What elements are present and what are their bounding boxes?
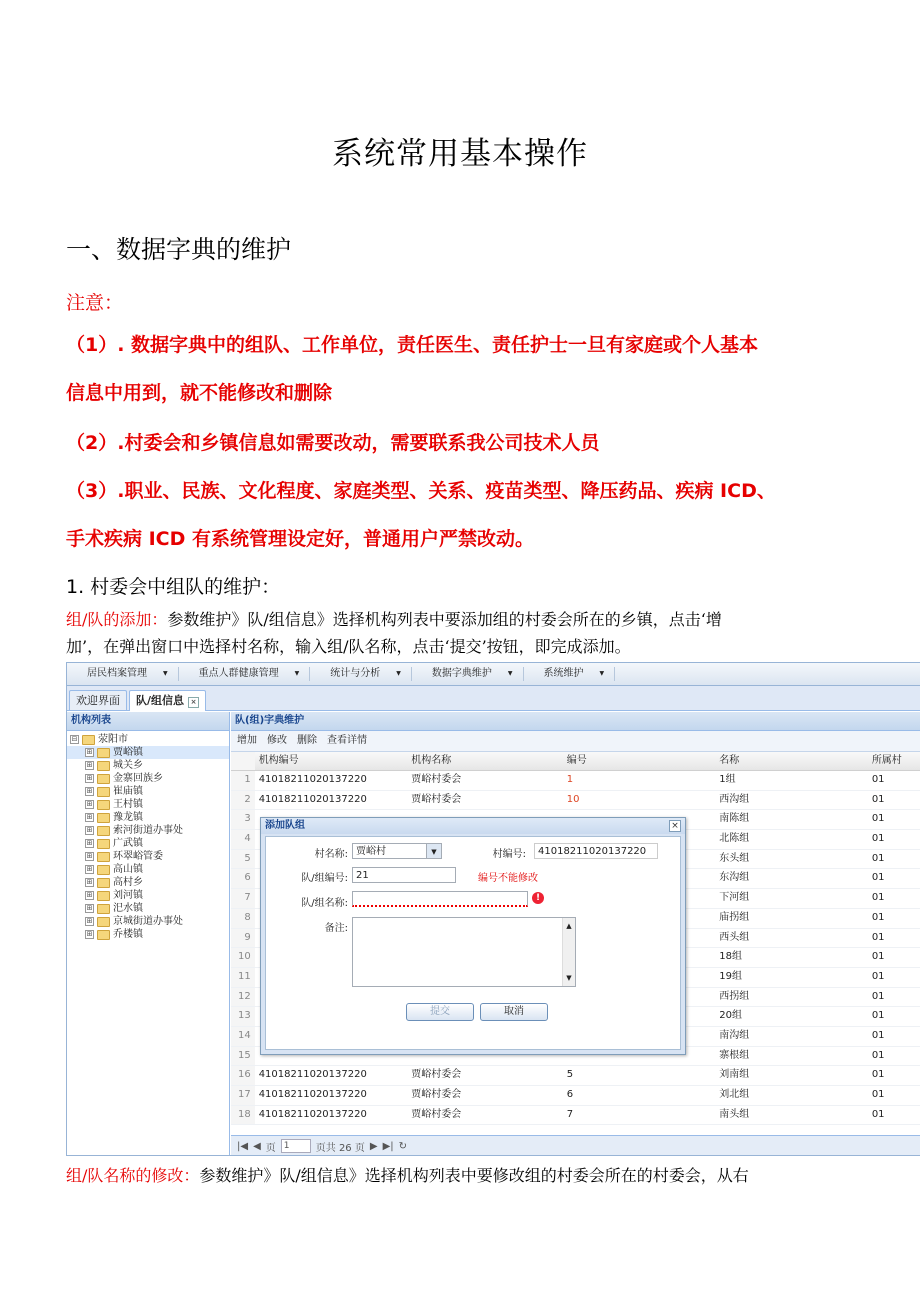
tree-item[interactable] — [67, 824, 229, 837]
folder-icon — [97, 774, 110, 784]
menu-statistics[interactable]: 统计与分析 ▼ — [310, 667, 412, 681]
subsection-heading: 1. 村委会中组队的维护： — [66, 576, 281, 598]
folder-icon — [97, 930, 110, 940]
expand-icon[interactable]: ⊞ — [86, 852, 93, 860]
chevron-down-icon: ▼ — [294, 670, 300, 677]
folder-icon — [97, 748, 110, 758]
last-page-icon[interactable]: ▶| — [382, 1140, 394, 1152]
cell-n: 17 — [231, 1086, 255, 1105]
menu-system[interactable]: 系统维护 ▼ — [524, 667, 616, 681]
cell-village: 01 — [871, 970, 885, 982]
expand-icon[interactable]: ⊞ — [86, 917, 93, 925]
cell-village: 01 — [871, 852, 885, 864]
folder-icon — [97, 917, 110, 927]
cell-n: 4 — [231, 830, 255, 849]
folder-icon — [97, 787, 110, 797]
cell-name: 南沟组 — [719, 1029, 750, 1041]
folder-icon — [97, 865, 110, 875]
cell-n: 2 — [231, 791, 255, 810]
add-lead: 组/队的添加： — [66, 610, 168, 629]
folder-icon — [82, 735, 95, 745]
menu-resident-records[interactable]: 居民档案管理 ▼ — [67, 667, 179, 681]
cell-name: 1组 — [719, 774, 736, 785]
tree-item-label: 汜水镇 — [113, 903, 143, 914]
cell-village: 01 — [871, 793, 885, 805]
tree-item-label: 索河街道办事处 — [113, 825, 183, 836]
tree-item[interactable] — [67, 772, 229, 785]
org-tree-title: 机构列表 — [67, 712, 229, 731]
cell-village: 01 — [871, 833, 885, 845]
tree-item-label: 高村乡 — [113, 877, 143, 888]
chevron-down-icon: ▼ — [163, 670, 168, 677]
modify-text: 参数维护》队/组信息》选择机构列表中要修改组的村委会所在的村委会，从右 — [199, 1166, 749, 1185]
close-icon[interactable]: × — [188, 697, 199, 708]
cell-village: 01 — [871, 951, 885, 963]
cell-village: 01 — [871, 892, 885, 904]
tree-item[interactable] — [67, 837, 229, 850]
chevron-down-icon: ▼ — [426, 844, 441, 858]
cell-org-id: 41018211020137220 — [258, 1089, 367, 1100]
view-details-button[interactable]: 查看详情 — [327, 735, 367, 746]
expand-icon[interactable]: ⊞ — [86, 826, 93, 834]
cell-name: 刘南组 — [719, 1069, 750, 1081]
add-team-dialog — [260, 817, 686, 1055]
page-total: 页共 26 页 — [315, 1142, 365, 1154]
cell-name: 南陈组 — [719, 813, 750, 825]
cell-n: 3 — [231, 810, 255, 829]
cell-village: 01 — [871, 990, 885, 1002]
chevron-down-icon: ▼ — [396, 670, 401, 677]
col-org-name[interactable]: 机构名称 — [411, 755, 452, 766]
expand-icon[interactable]: ⊞ — [86, 761, 93, 769]
tree-item-label: 环翠峪管委 — [113, 851, 163, 862]
tree-item[interactable] — [67, 915, 229, 928]
cell-name: 寨根组 — [719, 1049, 750, 1061]
cell-n: 1 — [231, 771, 255, 790]
cell-org-name: 贾峪村委会 — [411, 1069, 462, 1081]
team-code-label: 队/组编号: — [301, 873, 348, 884]
collapse-icon[interactable]: ⊟ — [71, 735, 78, 743]
folder-icon — [97, 878, 110, 888]
tree-root[interactable]: ⊟ 荥阳市 — [71, 734, 128, 745]
remark-textarea[interactable] — [352, 917, 576, 987]
next-page-icon[interactable]: ▶ — [369, 1140, 378, 1152]
cell-name: 20组 — [719, 1010, 742, 1022]
chevron-down-icon: ▼ — [599, 670, 605, 677]
cell-name: 庙拐组 — [719, 911, 750, 923]
org-tree — [67, 731, 229, 941]
tree-item[interactable] — [67, 850, 229, 863]
cell-village: 01 — [871, 1029, 885, 1041]
add-paragraph — [66, 606, 866, 660]
cell-org-id: 41018211020137220 — [258, 793, 367, 805]
village-label: 村名称: — [314, 849, 348, 860]
note-3-line-2: 手术疾病 ICD 有系统管理设定好，普通用户严禁改动。 — [66, 528, 535, 550]
tree-item-label: 刘河镇 — [113, 890, 143, 901]
dialog-body — [265, 836, 681, 1050]
cell-n: 16 — [231, 1066, 255, 1085]
cancel-button[interactable]: 取消 — [480, 1003, 548, 1021]
folder-icon — [97, 904, 110, 914]
folder-icon — [97, 826, 110, 836]
note-2: （2）.村委会和乡镇信息如需要改动，需要联系我公司技术人员 — [66, 432, 600, 454]
section-heading: 一、数据字典的维护 — [66, 235, 292, 264]
tree-item-label: 京城街道办事处 — [113, 916, 183, 927]
cell-name: 北陈组 — [719, 833, 750, 845]
refresh-icon[interactable]: ↻ — [398, 1140, 408, 1152]
col-code[interactable]: 编号 — [566, 755, 587, 766]
menu-key-population[interactable]: 重点人群健康管理 ▼ — [179, 667, 311, 681]
team-code-field[interactable]: 21 — [352, 867, 456, 883]
tree-item[interactable] — [67, 759, 229, 772]
cell-village: 01 — [871, 872, 885, 884]
table-row[interactable] — [231, 1086, 920, 1106]
modify-paragraph — [66, 1162, 866, 1189]
cell-village: 01 — [871, 1108, 885, 1120]
org-tree-panel — [67, 712, 230, 1155]
scroll-down-icon[interactable]: ▼ — [566, 974, 572, 982]
cell-org-id: 41018211020137220 — [258, 1069, 367, 1081]
cell-name: 西头组 — [719, 931, 750, 943]
cell-org-id: 41018211020137220 — [258, 774, 367, 785]
cell-name: 东头组 — [719, 852, 750, 864]
cell-n: 12 — [231, 988, 255, 1007]
cell-code: 5 — [566, 1069, 574, 1081]
app-screenshot — [66, 662, 920, 1156]
toolbar — [231, 731, 920, 752]
tree-item[interactable] — [67, 863, 229, 876]
cell-n: 7 — [231, 889, 255, 908]
expand-icon[interactable]: ⊞ — [86, 891, 93, 899]
tree-item[interactable] — [67, 902, 229, 915]
pager — [231, 1135, 920, 1156]
col-org-id[interactable]: 机构编号 — [258, 755, 299, 766]
tree-item[interactable] — [67, 798, 229, 811]
doc-title: 系统常用基本操作 — [332, 136, 588, 172]
cell-code: 1 — [566, 774, 574, 785]
cell-n: 18 — [231, 1106, 255, 1125]
cell-village: 01 — [871, 774, 885, 785]
page-label: 页 — [265, 1142, 276, 1154]
village-select[interactable]: 贾峪村 ▼ — [352, 843, 442, 859]
cell-org-name: 贾峪村委会 — [411, 774, 462, 785]
first-page-icon[interactable]: |◀ — [237, 1140, 249, 1152]
cell-name: 南头组 — [719, 1108, 750, 1120]
tree-item-label: 乔楼镇 — [113, 929, 143, 940]
cell-code: 6 — [566, 1089, 574, 1100]
tab-welcome[interactable]: 欢迎界面 — [69, 690, 127, 710]
expand-icon[interactable]: ⊞ — [86, 930, 93, 938]
close-icon[interactable]: × — [669, 820, 681, 832]
expand-icon[interactable]: ⊞ — [86, 748, 93, 756]
cell-name: 18组 — [719, 951, 742, 963]
col-name[interactable]: 名称 — [719, 755, 740, 766]
note-1-line-2: 信息中用到，就不能修改和删除 — [66, 382, 333, 404]
folder-icon — [97, 761, 110, 771]
note-label: 注意： — [66, 292, 124, 314]
tree-item[interactable] — [67, 811, 229, 824]
cell-org-name: 贾峪村委会 — [411, 1108, 462, 1120]
cell-n: 11 — [231, 968, 255, 987]
cell-n: 8 — [231, 909, 255, 928]
cell-n: 14 — [231, 1027, 255, 1046]
expand-icon[interactable]: ⊞ — [86, 878, 93, 886]
modify-lead: 组/队名称的修改： — [66, 1166, 200, 1185]
cell-name: 刘北组 — [719, 1089, 750, 1100]
grid-header — [231, 752, 920, 771]
cell-name: 东沟组 — [719, 872, 750, 884]
note-3-line-1: （3）.职业、民族、文化程度、家庭类型、关系、疫苗类型、降压药品、疾病 ICD、 — [66, 480, 776, 502]
cell-n: 15 — [231, 1047, 255, 1066]
expand-icon[interactable]: ⊞ — [86, 839, 93, 847]
tree-item-label: 崔庙镇 — [113, 786, 143, 797]
folder-icon — [97, 839, 110, 849]
expand-icon[interactable]: ⊞ — [86, 813, 93, 821]
note-1-line-1: （1）. 数据字典中的组队、工作单位，责任医生、责任护士一旦有家庭或个人基本 — [66, 334, 759, 356]
cell-org-name: 贾峪村委会 — [411, 1089, 462, 1100]
cell-name: 19组 — [719, 970, 742, 982]
team-name-label: 队/组名称: — [301, 898, 348, 909]
edit-button[interactable]: 修改 — [267, 735, 287, 746]
table-row[interactable] — [231, 771, 920, 791]
folder-icon — [97, 800, 110, 810]
tree-item[interactable] — [67, 876, 229, 889]
cell-name: 西拐组 — [719, 990, 750, 1002]
cell-village: 01 — [871, 1010, 885, 1022]
tree-item[interactable] — [67, 889, 229, 902]
tree-item-label: 王村镇 — [113, 799, 143, 810]
tree-item[interactable] — [67, 928, 229, 941]
add-text-1: 参数维护》队/组信息》选择机构列表中要添加组的村委会所在的乡镇，点击‘增 — [167, 610, 722, 629]
table-row[interactable] — [231, 1066, 920, 1086]
cell-code: 7 — [566, 1108, 574, 1120]
expand-icon[interactable]: ⊞ — [86, 787, 93, 795]
folder-icon — [97, 852, 110, 862]
textarea-scrollbar[interactable] — [562, 918, 575, 986]
tree-item-label: 豫龙镇 — [113, 812, 143, 823]
submit-button[interactable]: 提交 — [406, 1003, 474, 1021]
expand-icon[interactable]: ⊞ — [86, 865, 93, 873]
cell-code: 10 — [566, 793, 580, 805]
cell-village: 01 — [871, 1089, 885, 1100]
delete-button[interactable]: 删除 — [297, 735, 317, 746]
tree-item-label: 城关乡 — [113, 760, 143, 771]
village-code-field[interactable]: 41018211020137220 — [534, 843, 658, 859]
tab-bar — [67, 686, 920, 711]
tree-item[interactable] — [67, 746, 229, 759]
cell-village: 01 — [871, 911, 885, 923]
scroll-up-icon[interactable]: ▲ — [566, 922, 572, 930]
cell-org-name: 贾峪村委会 — [411, 793, 462, 805]
menu-data-dictionary[interactable]: 数据字典维护 ▼ — [412, 667, 524, 681]
cell-name: 下河组 — [719, 892, 750, 904]
tree-item-label: 广武镇 — [113, 838, 143, 849]
tree-item-label: 贾峪镇 — [113, 747, 143, 758]
chevron-down-icon: ▼ — [507, 670, 513, 677]
team-code-hint: 编号不能修改 — [478, 873, 538, 884]
cell-village: 01 — [871, 813, 885, 825]
cell-n: 10 — [231, 948, 255, 967]
error-icon: ! — [532, 892, 544, 904]
team-name-input[interactable] — [352, 891, 528, 907]
tab-team-info[interactable]: 队/组信息 × — [129, 690, 206, 711]
dialog-title: 添加队组 — [261, 818, 685, 834]
expand-icon[interactable]: ⊞ — [86, 800, 93, 808]
cell-n: 13 — [231, 1007, 255, 1026]
remark-label: 备注: — [324, 923, 348, 934]
cell-n: 5 — [231, 850, 255, 869]
tree-item[interactable] — [67, 785, 229, 798]
tree-item-label: 金寨回族乡 — [113, 773, 163, 784]
cell-village: 01 — [871, 1069, 885, 1081]
tree-item-label: 高山镇 — [113, 864, 143, 875]
add-button[interactable]: 增加 — [237, 735, 257, 746]
village-code-label: 村编号: — [492, 849, 526, 860]
cell-org-id: 41018211020137220 — [258, 1108, 367, 1120]
cell-n: 9 — [231, 929, 255, 948]
cell-village: 01 — [871, 931, 885, 943]
cell-village: 01 — [871, 1049, 885, 1061]
expand-icon[interactable]: ⊞ — [86, 904, 93, 912]
table-row[interactable] — [231, 791, 920, 811]
page-input[interactable]: 1 — [281, 1139, 311, 1153]
folder-icon — [97, 891, 110, 901]
cell-n: 6 — [231, 869, 255, 888]
prev-page-icon[interactable]: ◀ — [253, 1140, 261, 1152]
table-row[interactable] — [231, 1106, 920, 1126]
expand-icon[interactable]: ⊞ — [86, 774, 93, 782]
add-text-2: 加’，在弹出窗口中选择村名称，输入组/队名称，点击‘提交’按钮，即完成添加。 — [66, 637, 631, 656]
dictionary-title: 队(组)字典维护 — [231, 712, 920, 731]
menu-bar — [67, 663, 920, 686]
cell-name: 西沟组 — [719, 793, 750, 805]
col-village[interactable]: 所属村 — [871, 755, 902, 766]
folder-icon — [97, 813, 110, 823]
